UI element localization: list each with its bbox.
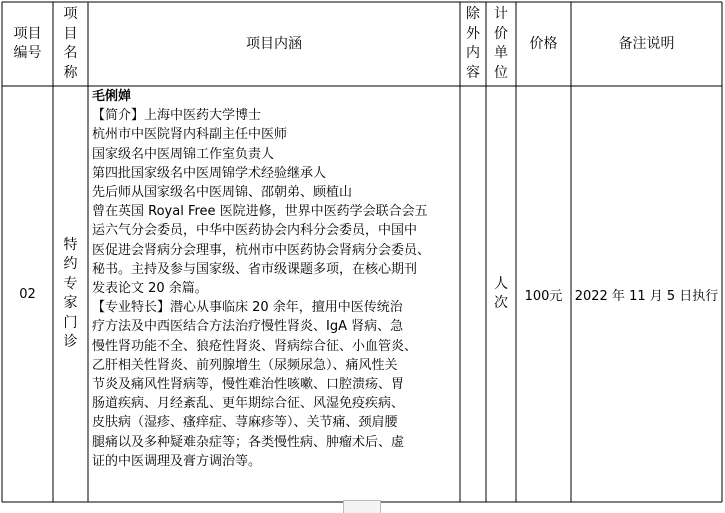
name-char: 门 bbox=[63, 314, 78, 331]
header-remarks bbox=[571, 2, 722, 86]
header-pricing-unit bbox=[486, 2, 516, 86]
unit-char: 人 bbox=[494, 275, 508, 292]
content-line: 疗方法及中西医结合方法治疗慢性肾炎、IgA 肾病、急 bbox=[92, 319, 404, 335]
header-char: 计 bbox=[494, 6, 508, 22]
header-project-content-label: 项目内涵 bbox=[246, 36, 302, 52]
header-char: 价 bbox=[494, 25, 508, 42]
header-remarks-label: 备注说明 bbox=[618, 36, 675, 52]
content-line: 先后师从国家级名中医周锦、邵朝弟、顾植山 bbox=[92, 185, 353, 201]
name-char: 约 bbox=[63, 256, 78, 272]
header-project-code-line: 项目 bbox=[13, 25, 42, 42]
content-line: 发表论文 20 余篇。 bbox=[92, 281, 208, 297]
content-line: 第四批国家级名中医周锦学术经验继承人 bbox=[92, 165, 327, 181]
row-project-name bbox=[53, 86, 88, 502]
content-line: 证的中医调理及膏方调治等。 bbox=[92, 453, 262, 469]
content-line: 医促进会肾病分会理事，杭州市中医药协会肾病分会委员、 bbox=[92, 242, 431, 258]
row-pricing-unit bbox=[486, 86, 516, 502]
name-char: 专 bbox=[63, 275, 78, 292]
project-code-value: 02 bbox=[19, 286, 36, 302]
header-project-name bbox=[53, 2, 88, 86]
row-remarks bbox=[571, 86, 722, 502]
content-line: 【专业特长】潜心从事临床 20 余年，擅用中医传统治 bbox=[92, 300, 403, 316]
content-line: 杭州市中医院肾内科副主任中医师 bbox=[92, 127, 288, 143]
name-char: 特 bbox=[63, 236, 78, 253]
content-lines bbox=[92, 106, 458, 471]
header-char: 称 bbox=[63, 64, 78, 81]
price-value: 100元 bbox=[524, 288, 563, 304]
header-char: 单 bbox=[494, 45, 508, 61]
content-line: 节炎及痛风性肾病等，慢性难治性咳嗽、口腔溃疡、胃 bbox=[92, 377, 405, 393]
doctor-name: 毛俐婵 bbox=[92, 89, 132, 104]
page-edge-mark bbox=[343, 500, 381, 513]
content-line: 国家级名中医周锦工作室负责人 bbox=[92, 146, 275, 162]
header-price-label: 价格 bbox=[529, 36, 558, 52]
content-line: 曾在英国 Royal Free 医院进修，世界中医药学会联合会五 bbox=[92, 204, 428, 220]
header-char: 位 bbox=[494, 64, 508, 81]
content-line: 乙肝相关性肾炎、前列腺增生（尿频尿急）、痛风性关 bbox=[92, 357, 398, 373]
content-line: 腿痛以及多种疑难杂症等；各类慢性病、肿瘤术后、虚 bbox=[92, 434, 405, 450]
header-char: 外 bbox=[466, 25, 480, 42]
header-char: 目 bbox=[63, 25, 78, 42]
row-project-code bbox=[2, 86, 53, 502]
header-char: 名 bbox=[63, 45, 78, 61]
content-line: 【简介】上海中医药大学博士 bbox=[92, 108, 262, 124]
header-project-content bbox=[88, 2, 460, 86]
header-excluded-content bbox=[460, 2, 486, 86]
content-line: 秘书。主持及参与国家级、省市级课题多项，在核心期刊 bbox=[92, 261, 418, 277]
header-char: 项 bbox=[63, 6, 78, 22]
name-char: 诊 bbox=[63, 334, 78, 350]
header-price bbox=[516, 2, 571, 86]
header-char: 内 bbox=[466, 45, 480, 61]
content-line: 运六气分会委员，中华中医药协会内科分会委员，中国中 bbox=[92, 223, 418, 239]
content-line: 慢性肾功能不全、狼疮性肾炎、肾病综合征、小血管炎、 bbox=[92, 338, 418, 354]
unit-char: 次 bbox=[494, 295, 508, 311]
row-excluded-content bbox=[460, 86, 486, 502]
row-project-content bbox=[88, 86, 460, 502]
header-char: 除 bbox=[466, 6, 480, 22]
remarks-value: 2022 年 11 月 5 日执行 bbox=[574, 288, 719, 304]
name-char: 家 bbox=[63, 295, 78, 311]
content-line: 肠道疾病、月经紊乱、更年期综合征、风湿免疫疾病、 bbox=[92, 396, 405, 412]
header-char: 容 bbox=[466, 64, 480, 81]
header-project-code bbox=[2, 2, 53, 86]
header-project-code-line: 编号 bbox=[13, 45, 42, 61]
content-line: 皮肤病（湿疹、瘙痒症、荨麻疹等）、关节痛、颈肩腰 bbox=[92, 415, 398, 431]
row-price bbox=[516, 86, 571, 502]
